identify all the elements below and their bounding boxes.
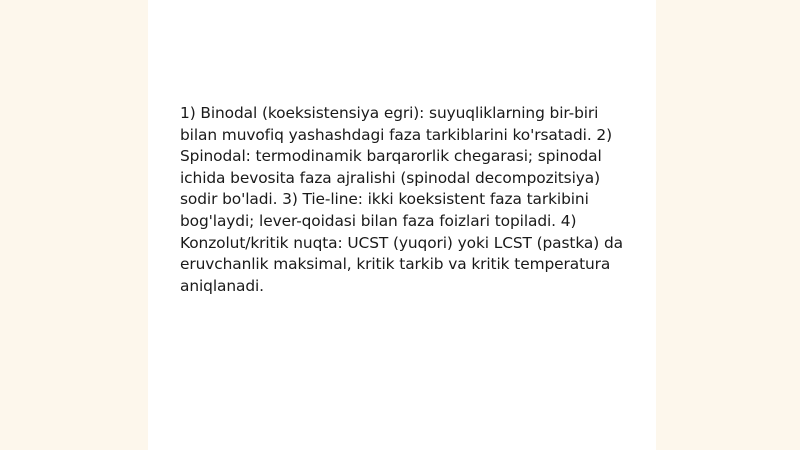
document-page (148, 0, 656, 450)
body-paragraph: 1) Binodal (koeksistensiya egri): suyuqliklarning bir-biri bilan muvofiq yashashdagi faza tarkiblarini ko'rsatadi. 2) Spinodal: termodinamik barqarorlik chegarasi; spinodal ichida bevosita faza ajralishi (spinodal decompozitsiya) sodir bo'ladi. 3) Tie-line: ikki koeksistent faza tarkibini bog'laydi; lever-qoidasi bilan faza foizlari topiladi. 4) Konzolut/kritik nuqta: UCST (yuqori) yoki LCST (pastka) da eruvchanlik maksimal, kritik tarkib va kritik temperatura aniqlanadi. (180, 104, 623, 295)
